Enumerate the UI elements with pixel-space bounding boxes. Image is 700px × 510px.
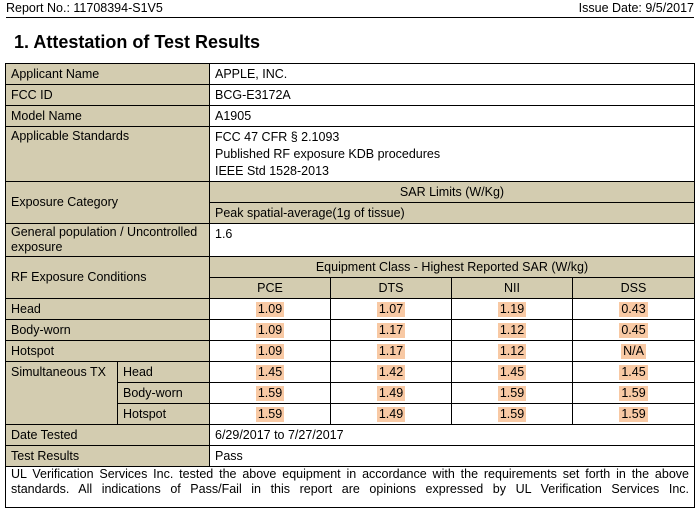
sar-cell — [452, 404, 573, 425]
standard-item: FCC 47 CFR § 2.1093 — [215, 130, 340, 144]
section-title: 1. Attestation of Test Results — [14, 32, 261, 52]
sar-value: 1.59 — [621, 406, 646, 421]
sar-value: 1.59 — [257, 406, 283, 421]
standards-label: Applicable Standards — [6, 127, 210, 182]
model-label: Model Name — [6, 106, 210, 127]
sar-value: 1.59 — [621, 385, 646, 400]
condition-label-hotspot: Hotspot — [6, 341, 210, 362]
rf-conditions-label: RF Exposure Conditions — [6, 257, 210, 299]
table-row — [6, 127, 695, 182]
simultaneous-tx-label: Simultaneous TX — [6, 362, 118, 425]
table-row — [6, 446, 695, 467]
sar-value: 1.09 — [257, 343, 283, 358]
sar-cell — [452, 320, 573, 341]
standard-item: Published RF exposure KDB procedures — [215, 147, 441, 161]
attestation-table — [5, 63, 695, 508]
sar-cell — [331, 383, 452, 404]
sar-cell — [210, 341, 331, 362]
sar-cell — [573, 362, 695, 383]
sar-value: 1.42 — [378, 364, 404, 379]
column-header-dts: DTS — [331, 278, 452, 299]
verification-statement: UL Verification Services Inc. tested the above equipment in accordance with the requirements set forth in the above standards. All indications of Pass/Fail in this report are opinions expressed by UL Verification Services Inc. — [6, 467, 695, 508]
model-value: A1905 — [210, 106, 695, 127]
sar-cell — [331, 404, 452, 425]
sar-value: 1.19 — [499, 301, 525, 316]
simultaneous-label-hotspot: Hotspot — [118, 404, 210, 425]
sar-cell — [452, 341, 573, 362]
peak-spatial-label: Peak spatial-average(1g of tissue) — [210, 203, 695, 224]
column-header-nii: NII — [452, 278, 573, 299]
test-results-label: Test Results — [6, 446, 210, 467]
sar-limits-header: SAR Limits (W/Kg) — [210, 182, 695, 203]
sar-value: 1.59 — [257, 385, 283, 400]
sar-value: 0.45 — [621, 322, 646, 337]
sar-value: 1.09 — [257, 301, 283, 316]
sar-cell — [573, 404, 695, 425]
sar-value: 1.45 — [257, 364, 283, 379]
sar-cell — [452, 299, 573, 320]
applicant-label: Applicant Name — [6, 64, 210, 85]
date-tested-value: 6/29/2017 to 7/27/2017 — [210, 425, 695, 446]
applicant-value: APPLE, INC. — [210, 64, 695, 85]
sar-cell — [452, 383, 573, 404]
sar-cell — [573, 299, 695, 320]
column-header-pce: PCE — [210, 278, 331, 299]
table-row — [6, 257, 695, 278]
report-number: Report No.: 11708394-S1V5 — [6, 1, 163, 15]
sar-value: 1.07 — [378, 301, 404, 316]
condition-label-body-worn: Body-worn — [6, 320, 210, 341]
table-row — [6, 467, 695, 508]
sar-cell — [331, 299, 452, 320]
table-row — [6, 362, 695, 383]
fcc-id-label: FCC ID — [6, 85, 210, 106]
standard-item: IEEE Std 1528-2013 — [215, 164, 329, 178]
table-row — [6, 64, 695, 85]
sar-value: 1.59 — [499, 406, 525, 421]
table-row — [6, 425, 695, 446]
sar-cell — [210, 383, 331, 404]
sar-value: 1.12 — [499, 343, 525, 358]
sar-value: 1.12 — [499, 322, 525, 337]
equipment-class-header: Equipment Class - Highest Reported SAR (W/kg) — [210, 257, 695, 278]
sar-cell — [331, 320, 452, 341]
sar-cell — [331, 341, 452, 362]
fcc-id-value: BCG-E3172A — [210, 85, 695, 106]
column-header-dss: DSS — [573, 278, 695, 299]
population-label: General population / Uncontrolled exposure — [6, 224, 210, 257]
simultaneous-label-body-worn: Body-worn — [118, 383, 210, 404]
sar-cell — [573, 341, 695, 362]
simultaneous-label-head: Head — [118, 362, 210, 383]
sar-cell — [452, 362, 573, 383]
table-row — [6, 299, 695, 320]
table-row — [6, 182, 695, 203]
sar-cell — [210, 404, 331, 425]
sar-value: 1.17 — [378, 343, 404, 358]
sar-value: 0.43 — [621, 301, 646, 316]
page-header — [6, 0, 694, 18]
sar-value: 1.59 — [499, 385, 525, 400]
date-tested-label: Date Tested — [6, 425, 210, 446]
sar-cell — [573, 383, 695, 404]
sar-cell — [210, 362, 331, 383]
sar-value: 1.17 — [378, 322, 404, 337]
sar-value: 1.49 — [378, 406, 404, 421]
test-results-value: Pass — [210, 446, 695, 467]
sar-cell — [210, 320, 331, 341]
limit-value: 1.6 — [210, 224, 695, 257]
sar-value: 1.09 — [257, 322, 283, 337]
sar-cell — [573, 320, 695, 341]
table-row — [6, 106, 695, 127]
issue-date: Issue Date: 9/5/2017 — [578, 1, 694, 15]
table-row — [6, 341, 695, 362]
condition-label-head: Head — [6, 299, 210, 320]
sar-cell — [210, 299, 331, 320]
sar-cell — [331, 362, 452, 383]
sar-value: 1.49 — [378, 385, 404, 400]
standards-value — [210, 127, 695, 182]
sar-value: 1.45 — [499, 364, 525, 379]
sar-value: N/A — [623, 343, 644, 358]
exposure-category-label: Exposure Category — [6, 182, 210, 224]
table-row — [6, 320, 695, 341]
table-row — [6, 224, 695, 257]
sar-value: 1.45 — [621, 364, 646, 379]
table-row — [6, 85, 695, 106]
